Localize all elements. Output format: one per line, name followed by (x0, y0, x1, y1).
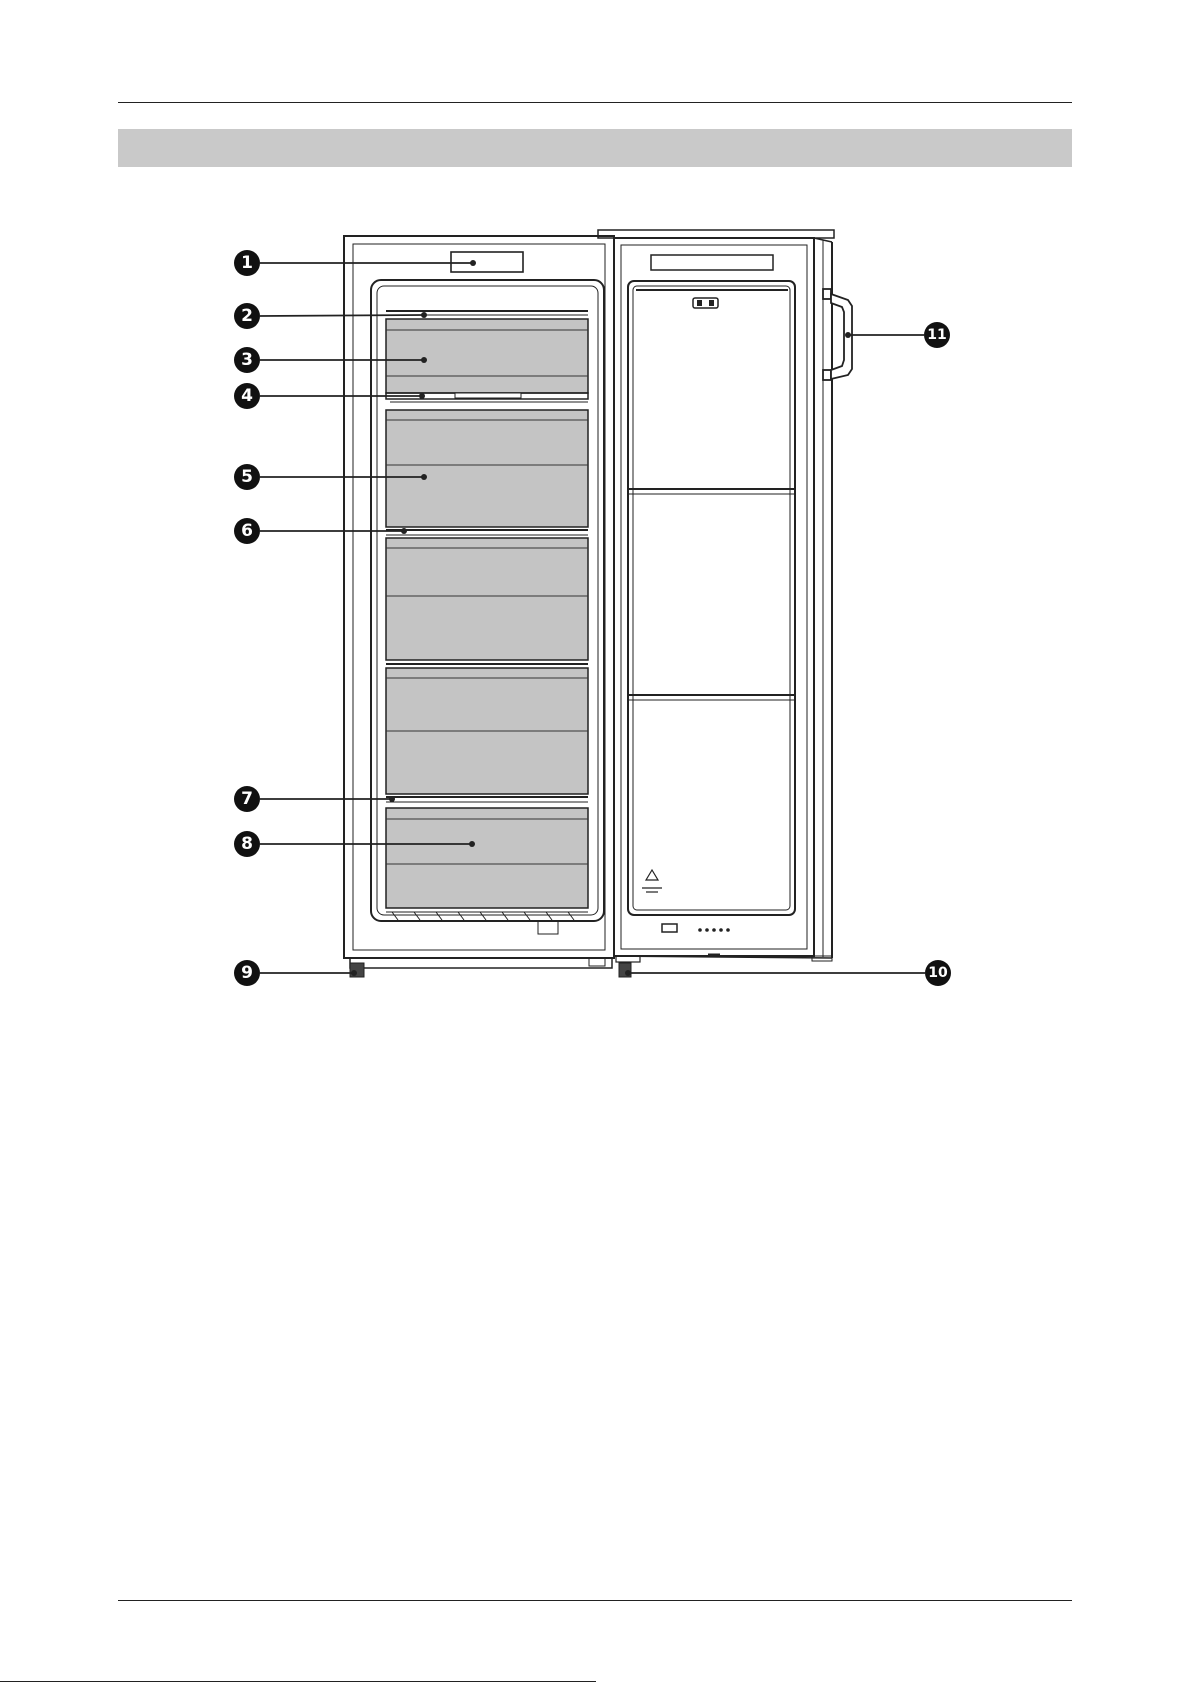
callout-8 (234, 831, 260, 857)
svg-text:6: 6 (241, 521, 253, 541)
svg-text:2: 2 (241, 306, 253, 326)
callout-4 (234, 383, 260, 409)
glass-shelf (386, 530, 588, 535)
drawer-4 (386, 664, 588, 794)
svg-text:7: 7 (241, 789, 253, 809)
shelf-flap (386, 393, 588, 402)
callout-9 (234, 960, 260, 986)
indicator-dots (698, 928, 730, 932)
svg-text:9: 9 (241, 963, 253, 983)
svg-text:4: 4 (241, 386, 253, 406)
callout-7 (234, 786, 260, 812)
callout-2 (234, 303, 260, 329)
drawer-2 (386, 410, 588, 527)
control-panel (451, 252, 523, 272)
callout-1 (234, 250, 260, 276)
svg-text:5: 5 (241, 467, 253, 487)
lower-shelf (386, 797, 588, 802)
svg-text:3: 3 (241, 350, 253, 370)
drawer-3 (386, 538, 588, 660)
callout-11 (924, 322, 950, 348)
recycling-icon (642, 870, 662, 892)
door (598, 230, 834, 962)
drawer-1 (386, 319, 588, 393)
svg-text:10: 10 (928, 965, 948, 981)
svg-text:8: 8 (241, 834, 253, 854)
callout-5 (234, 464, 260, 490)
callout-6 (234, 518, 260, 544)
svg-text:11: 11 (927, 327, 947, 343)
drawer-5 (386, 808, 588, 908)
callout-10 (925, 960, 951, 986)
callout-3 (234, 347, 260, 373)
svg-text:1: 1 (241, 253, 253, 273)
